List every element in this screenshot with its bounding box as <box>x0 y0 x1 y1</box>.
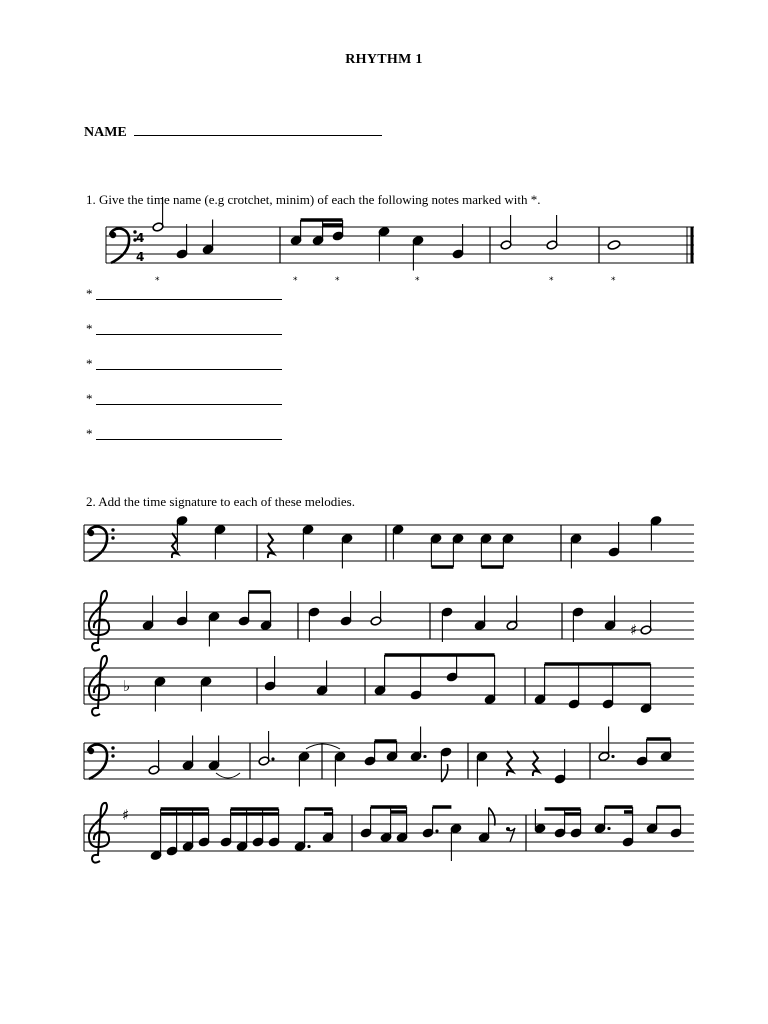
answer-star: * <box>86 356 93 371</box>
bass-clef-dot <box>111 746 114 749</box>
dot <box>423 755 426 758</box>
asterisk-marker: * <box>293 276 298 286</box>
dot <box>307 845 310 848</box>
question-1-text: 1. Give the time name (e.g crotchet, minim) of each the following notes marked with *. <box>86 192 541 207</box>
asterisk-marker: * <box>335 276 340 286</box>
key-signature-sharp: ♯ <box>122 806 130 824</box>
bass-clef-dot <box>111 754 114 757</box>
staff <box>84 668 694 704</box>
answer-star: * <box>86 286 93 301</box>
answer-star: * <box>86 321 93 336</box>
asterisk-marker: * <box>155 276 160 286</box>
bass-clef-head <box>88 748 94 754</box>
quarter-rest <box>507 751 513 776</box>
time-signature-bottom: 4 <box>136 250 145 264</box>
quarter-rest <box>268 533 274 558</box>
staff <box>84 603 694 639</box>
sharp-sign: ♯ <box>630 621 638 639</box>
tie <box>216 773 240 778</box>
whole-note <box>607 240 621 251</box>
answer-star: * <box>86 426 93 441</box>
asterisk-marker: * <box>611 276 616 286</box>
dot <box>271 757 274 760</box>
note-flag <box>489 808 495 826</box>
bass-clef-head <box>88 530 94 536</box>
staff <box>106 227 694 263</box>
dot <box>611 755 614 758</box>
quarter-rest <box>533 751 539 776</box>
time-signature-top: 4 <box>136 231 145 245</box>
page-title: RHYTHM 1 <box>345 52 423 67</box>
dot <box>435 829 438 832</box>
question-2-text: 2. Add the time signature to each of these melodies. <box>86 494 355 509</box>
tie <box>306 744 340 749</box>
answer-star: * <box>86 391 93 406</box>
name-label: NAME <box>84 125 127 140</box>
bass-clef-dot <box>111 528 114 531</box>
dot <box>607 827 610 830</box>
asterisk-marker: * <box>415 276 420 286</box>
asterisk-marker: * <box>549 276 554 286</box>
staff <box>84 815 694 851</box>
key-signature-flat: ♭ <box>123 677 131 695</box>
eighth-rest-stem <box>508 828 515 842</box>
bass-clef-dot <box>111 536 114 539</box>
bass-clef-head <box>110 232 116 238</box>
